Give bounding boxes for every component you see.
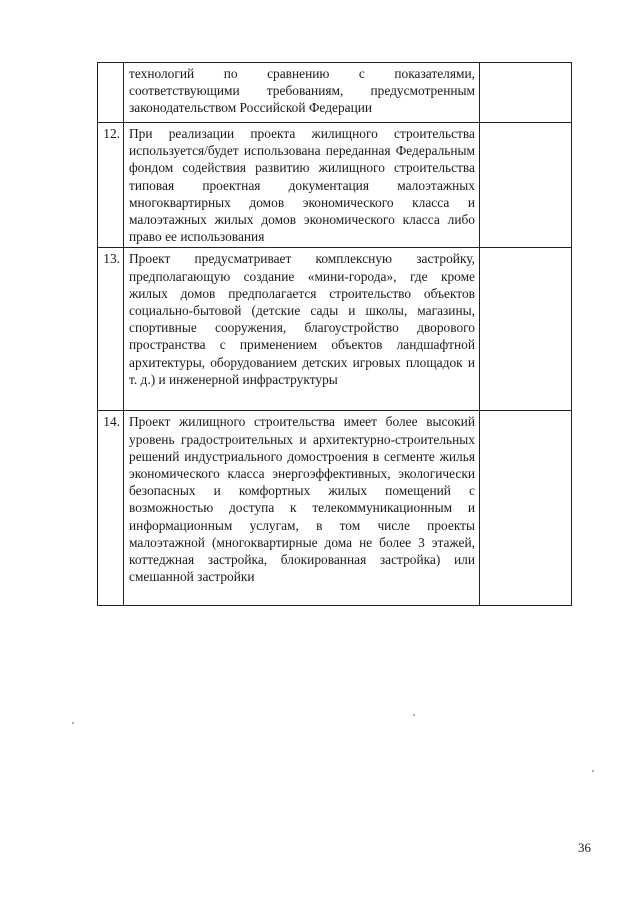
row-value-cell [480,63,572,123]
scan-speck [413,714,415,716]
row-criterion-text: технологий по сравнению с показателями, соответствующими требованиям, предусмотренным законодательством Российской Федерации [124,63,480,123]
row-criterion-text: Проект жилищного строительства имеет более высокий уровень градостроительных и архитектурно-строительных решений индустриального домостроения в сегменте жилья экономического класса энергоэффективных, экологически безопасных и комфортных жилых помещений с возможностью доступа к телекоммуникационным и информационным услугам, в том числе проекты малоэтажной (многоквартирные дома не более 3 этажей, коттеджная застройка, блокированная застройка) или смешанной застройки [124,411,480,606]
row-value-cell [480,248,572,411]
row-number: 14. [98,411,124,606]
table-row [98,63,572,123]
row-value-cell [480,411,572,606]
scan-speck [592,770,594,772]
scan-speck [72,722,74,724]
page-number: 36 [578,840,591,855]
table-row [98,123,572,248]
row-criterion-text: Проект предусматривает комплексную застройку, предполагающую создание «мини-города», где кроме жилых домов предполагается строительство объектов социально-бытовой (детские сады и школы, магазины, спортивные сооружения, благоустройство дворового пространства с применением объектов ландшафтной архитектуры, оборудованием детских игровых площадок и т. д.) и инженерной инфраструктуры [124,248,480,411]
table-row [98,248,572,411]
row-number [98,63,124,123]
row-value-cell [480,123,572,248]
criteria-table [97,62,572,606]
table-row [98,411,572,606]
row-number: 12. [98,123,124,248]
row-number: 13. [98,248,124,411]
row-criterion-text: При реализации проекта жилищного строительства используется/будет использована переданная Федеральным фондом содействия развитию жилищного строительства типовая проектная документация малоэтажных многоквартирных домов экономического класса и малоэтажных жилых домов экономического класса либо право ее использования [124,123,480,248]
